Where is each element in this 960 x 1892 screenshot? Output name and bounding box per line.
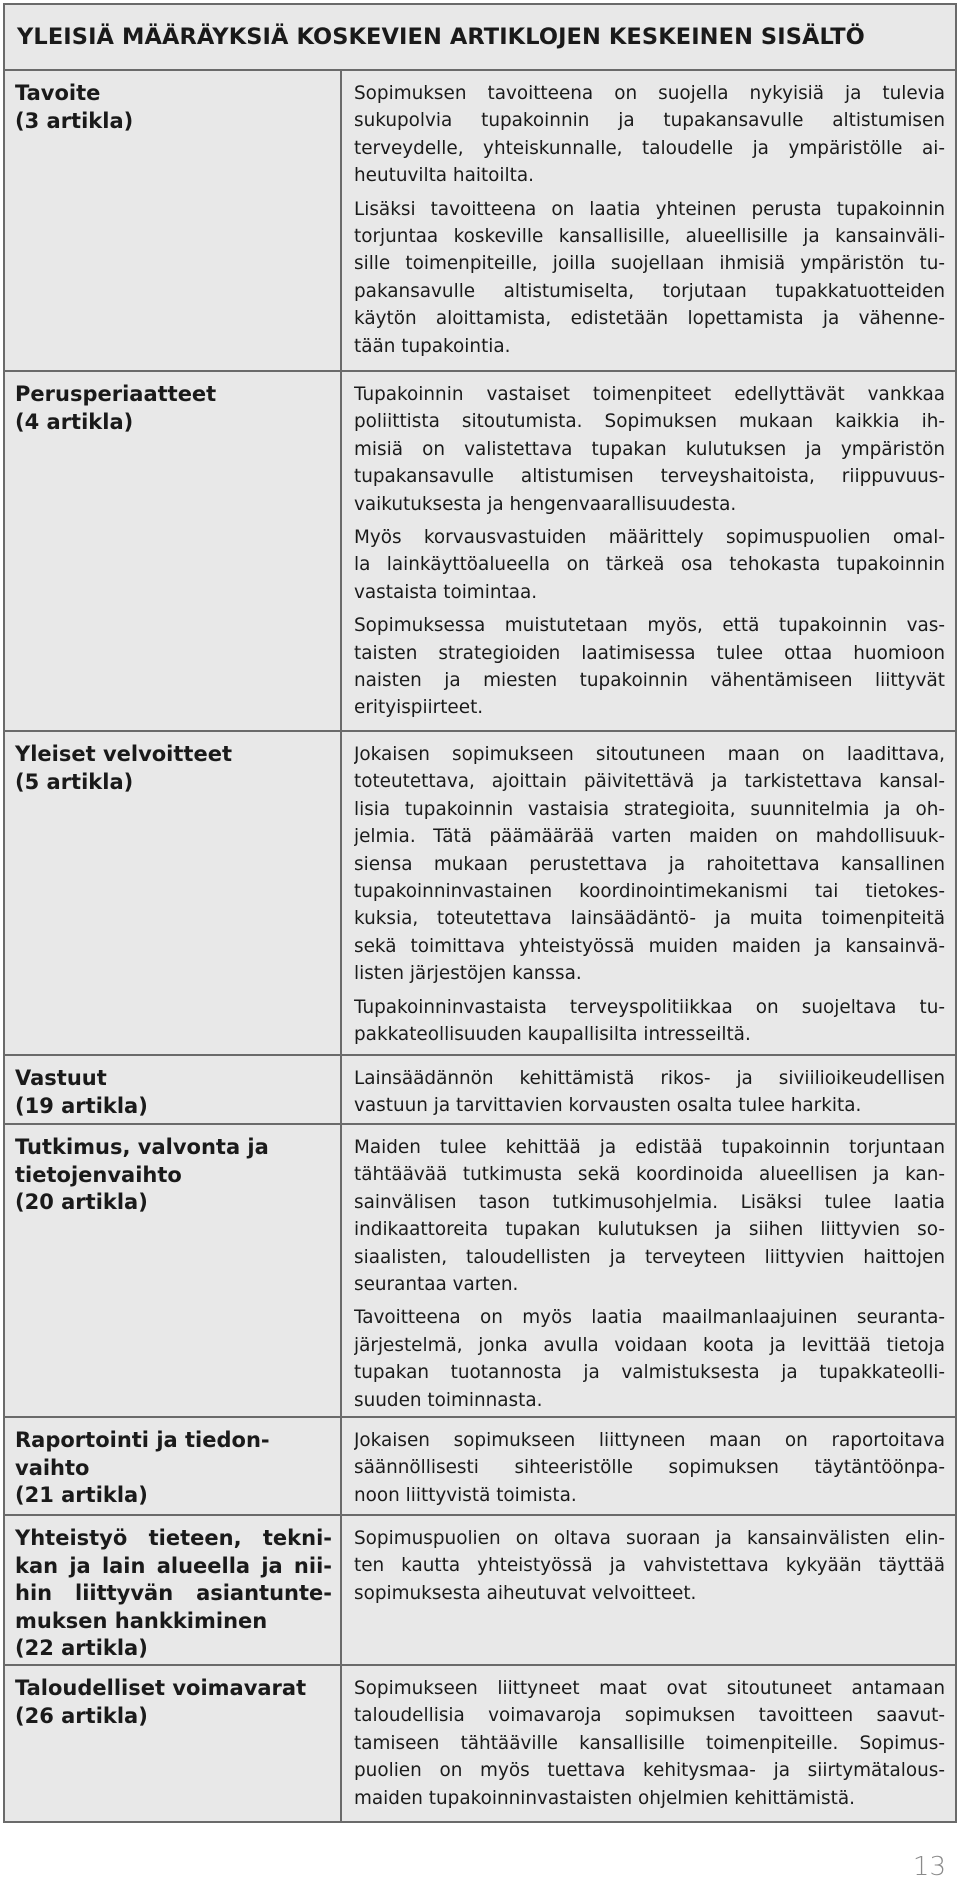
paragraph — [354, 1134, 945, 1298]
paragraph — [354, 80, 945, 190]
topic-line: (5 artikla) — [15, 769, 134, 794]
table-row — [5, 1516, 955, 1666]
text-line: misiä on valistettava tupakan kulutuksen ja ympäristön — [354, 438, 945, 460]
paragraph — [354, 741, 945, 988]
paragraph — [354, 1304, 945, 1414]
text-line: pakansavulle altistumiselta, torjutaan tupakkatuotteiden — [354, 280, 945, 302]
text-line: Jokaisen sopimukseen sitoutuneen maan on laadittava, — [354, 744, 945, 765]
article-description — [342, 1516, 955, 1664]
text-line: Jokaisen sopimukseen liittyneen maan on raportoitava — [354, 1430, 945, 1451]
summary-table — [3, 3, 957, 1823]
article-topic — [5, 1666, 342, 1821]
article-description — [342, 1666, 955, 1821]
text-line: Sopimuksessa muistutetaan myös, että tupakoinnin vas- — [354, 615, 945, 637]
article-topic — [5, 732, 342, 1054]
table-row — [5, 1666, 955, 1821]
text-line: säännöllisesti sihteeristölle sopimuksen täytäntöönpa- — [354, 1457, 945, 1479]
article-description — [342, 1056, 955, 1123]
text-line: siaalisten, taloudellisten ja terveyteen liittyvien haittojen — [354, 1246, 945, 1268]
text-line: indikaattoreita tupakan kulutuksen ja siihen liittyvien so- — [354, 1219, 945, 1241]
topic-line: Tutkimus, valvonta ja — [15, 1135, 269, 1159]
topic-line: Taloudelliset voimavarat — [15, 1676, 307, 1700]
topic-line: (19 artikla) — [15, 1093, 148, 1118]
topic-line: (22 artikla) — [15, 1636, 148, 1660]
text-line: Maiden tulee kehittää ja edistää tupakoinnin torjuntaan — [354, 1137, 945, 1158]
article-topic — [5, 1516, 342, 1664]
text-line: suuden toiminnasta. — [354, 1389, 543, 1411]
text-line: jelmia. Tätä päämäärää varten maiden on mahdollisuuk- — [354, 826, 945, 848]
text-line: taisten strategioiden laatimisessa tulee ottaa huomioon — [354, 642, 945, 664]
paragraph — [354, 994, 945, 1049]
topic-line: vaihto — [15, 1455, 90, 1480]
topic-line: Yhteistyö tieteen, tekni- — [15, 1526, 332, 1550]
topic-line: (20 artikla) — [15, 1190, 148, 1214]
paragraph — [354, 1675, 945, 1812]
article-description — [342, 1418, 955, 1514]
text-line: erityispiirteet. — [354, 697, 484, 719]
article-topic — [5, 1125, 342, 1416]
article-topic — [5, 372, 342, 730]
paragraph — [354, 196, 945, 360]
text-line: taloudellisia voimavaroja sopimuksen tavoitteen saavut- — [354, 1705, 945, 1727]
topic-line: Vastuut — [15, 1066, 107, 1090]
paragraph — [354, 1525, 945, 1607]
text-line: listen järjestöjen kanssa. — [354, 963, 582, 985]
topic-line: Tavoite — [15, 81, 101, 105]
text-line: Sopimuspuolien on oltava suoraan ja kansainvälisten elin- — [354, 1528, 945, 1549]
table-row — [5, 1056, 955, 1125]
table-header: YLEISIÄ MÄÄRÄYKSIÄ KOSKEVIEN ARTIKLOJEN KESKEINEN SISÄLTÖ — [5, 5, 955, 71]
topic-line: Perusperiaatteet — [15, 382, 217, 406]
text-line: puolien on myös tuettava kehitysmaa- ja siirtymätalous- — [354, 1760, 945, 1782]
text-line: sukupolvia tupakoinnin ja tupakansavulle altistumisen — [354, 110, 945, 132]
text-line: heutuvilta haitoilta. — [354, 165, 534, 187]
paragraph — [354, 1427, 945, 1509]
topic-line: Yleiset velvoitteet — [15, 742, 232, 766]
text-line: sainvälisen tason tutkimusohjelmia. Lisäksi tulee laatia — [354, 1191, 945, 1213]
text-line: tamiseen tähtääville kansallisille toimenpiteille. Sopimus- — [354, 1732, 945, 1754]
text-line: noon liittyvistä toimista. — [354, 1484, 577, 1506]
text-line: tupakoinninvastainen koordinointimekanismi tai tietokes- — [354, 881, 945, 903]
topic-line: muksen hankkiminen — [15, 1608, 268, 1633]
text-line: tupakan tuotannosta ja valmistuksesta ja tupakkateolli- — [354, 1362, 945, 1384]
article-topic — [5, 1418, 342, 1514]
table-row — [5, 372, 955, 732]
text-line: ten kautta yhteistyössä ja vahvistettava kykyään täyttää — [354, 1555, 945, 1577]
text-line: torjuntaa koskeville kansallisille, alueellisille ja kansainväli- — [354, 226, 945, 248]
text-line: toteutettava, ajoittain päivitettävä ja tarkistettava kansal- — [354, 771, 945, 793]
table-row — [5, 1125, 955, 1418]
text-line: Lainsäädännön kehittämistä rikos- ja siviilioikeudellisen — [354, 1068, 945, 1089]
table-row — [5, 71, 955, 372]
text-line: maiden tupakoinninvastaisten ohjelmien kehittämistä. — [354, 1787, 855, 1809]
text-line: Sopimukseen liittyneet maat ovat sitoutuneet antamaan — [354, 1678, 945, 1699]
article-topic — [5, 71, 342, 370]
text-line: sekä toimittava yhteistyössä muiden maiden ja kansainvä- — [354, 935, 945, 957]
table-row — [5, 732, 955, 1056]
article-description — [342, 732, 955, 1054]
article-description — [342, 372, 955, 730]
text-line: poliittista sitoutumista. Sopimuksen mukaan kaikkia ih- — [354, 411, 945, 433]
paragraph — [354, 1065, 945, 1120]
paragraph — [354, 612, 945, 722]
text-line: terveydelle, yhteiskunnalle, taloudelle ja ympäristölle ai- — [354, 137, 945, 159]
topic-line: tietojenvaihto — [15, 1162, 182, 1187]
table-row — [5, 1418, 955, 1516]
text-line: käytön aloittamista, edistetään lopettamista ja vähenne- — [354, 308, 945, 330]
text-line: Tupakoinninvastaista terveyspolitiikkaa on suojeltava tu- — [354, 996, 945, 1018]
text-line: seurantaa varten. — [354, 1274, 519, 1296]
article-topic — [5, 1056, 342, 1123]
page-number: 13 — [912, 1852, 946, 1882]
text-line: Lisäksi tavoitteena on laatia yhteinen perusta tupakoinnin — [354, 198, 945, 220]
article-description — [342, 71, 955, 370]
text-line: tähtäävää tutkimusta sekä koordinoida alueellisen ja kan- — [354, 1164, 945, 1186]
paragraph — [354, 524, 945, 606]
text-line: tään tupakointia. — [354, 335, 511, 357]
text-line: tupakansavulle altistumisen terveyshaitoista, riippuvuus- — [354, 466, 945, 488]
topic-line: (4 artikla) — [15, 409, 134, 434]
text-line: vastaista toimintaa. — [354, 581, 538, 603]
topic-line: (21 artikla) — [15, 1483, 148, 1507]
text-line: Tupakoinnin vastaiset toimenpiteet edellyttävät vankkaa — [354, 384, 945, 405]
text-line: Tavoitteena on myös laatia maailmanlaajuinen seuranta- — [354, 1307, 945, 1329]
text-line: siensa mukaan perustettava ja rahoitettava kansallinen — [354, 853, 945, 875]
text-line: la lainkäyttöalueella on tärkeä osa tehokasta tupakoinnin — [354, 554, 945, 576]
text-line: pakkateollisuuden kaupallisilta intresseiltä. — [354, 1024, 751, 1046]
text-line: lisia tupakoinnin vastaisia strategioita, suunnitelmia ja oh- — [354, 798, 945, 820]
text-line: sille toimenpiteille, joilla suojellaan ihmisiä ympäristön tu- — [354, 253, 945, 275]
topic-line: (26 artikla) — [15, 1703, 148, 1728]
topic-line: Raportointi ja tiedon- — [15, 1428, 270, 1452]
text-line: Myös korvausvastuiden määrittely sopimuspuolien omal- — [354, 527, 945, 549]
topic-line: kan ja lain alueella ja nii- — [15, 1553, 332, 1578]
paragraph — [354, 381, 945, 518]
article-description — [342, 1125, 955, 1416]
text-line: Sopimuksen tavoitteena on suojella nykyisiä ja tulevia — [354, 83, 945, 104]
text-line: järjestelmä, jonka avulla voidaan koota ja levittää tietoja — [354, 1334, 945, 1356]
topic-line: hin liittyvän asiantunte- — [15, 1581, 332, 1605]
topic-line: (3 artikla) — [15, 108, 134, 133]
text-line: naisten ja miesten tupakoinnin vähentämiseen liittyvät — [354, 670, 945, 692]
text-line: vastuun ja tarvittavien korvausten osalta tulee harkita. — [354, 1095, 862, 1117]
text-line: vaikutuksesta ja hengenvaarallisuudesta. — [354, 493, 737, 515]
text-line: sopimuksesta aiheutuvat velvoitteet. — [354, 1582, 697, 1604]
text-line: kuksia, toteutettava lainsäädäntö- ja muita toimenpiteitä — [354, 908, 945, 930]
